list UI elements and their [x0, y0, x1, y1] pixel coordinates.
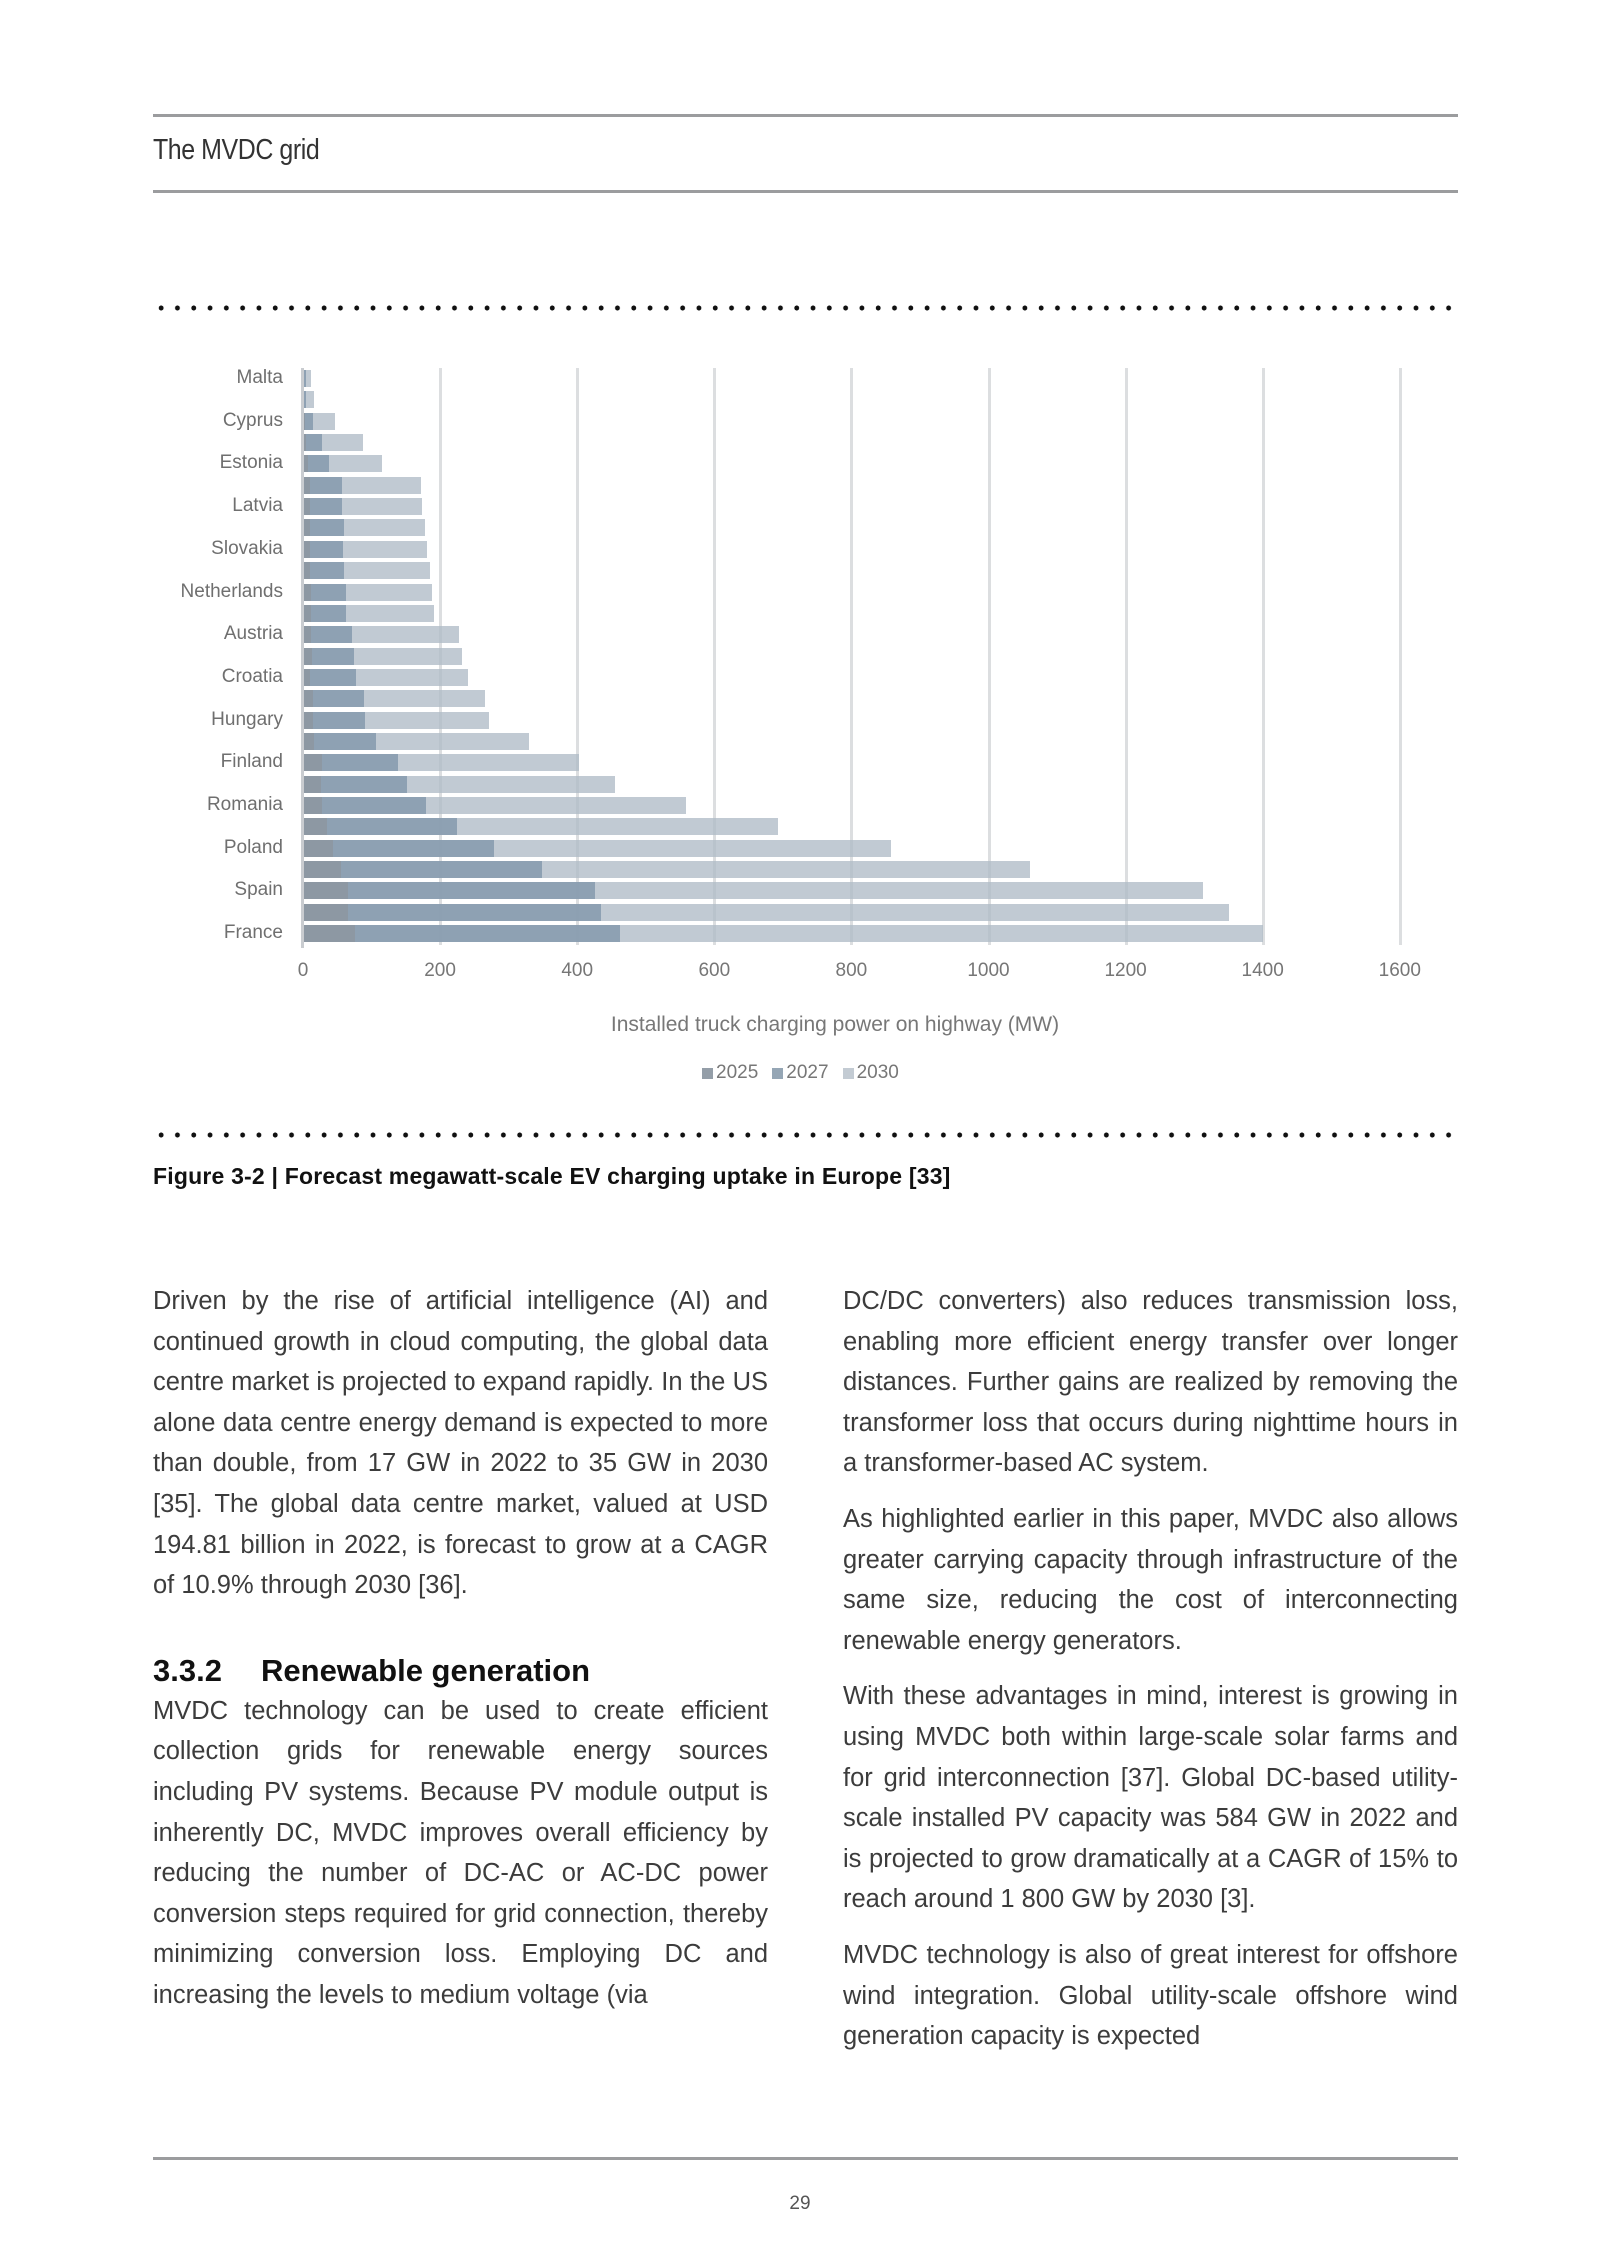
bar-2025	[303, 882, 348, 899]
gridline	[1399, 368, 1402, 945]
y-axis-label: France	[223, 922, 283, 944]
bar-2025	[303, 840, 333, 857]
y-axis-label: Croatia	[221, 665, 283, 687]
legend-swatch-icon	[772, 1068, 783, 1079]
bar-2025	[303, 648, 312, 665]
right-column	[843, 1281, 1458, 2072]
x-axis-tick-label: 0	[297, 960, 309, 981]
bar-2025	[303, 818, 327, 835]
gridline	[850, 368, 853, 945]
paragraph-solar: With these advantages in mind, interest is growing in using MVDC both within large-scale solar farms and for grid interconnection [37]. Global DC-based utility-scale installed PV capacity was 584 GW in 2022 and is projected to grow dramatically at a CAGR of 15% to reach around 1 800 GW by 2030 [3].	[843, 1682, 1458, 1914]
y-axis-label: Slovakia	[211, 537, 283, 559]
bar-2025	[303, 690, 313, 707]
bar-chart	[0, 0, 1600, 1120]
y-axis-label: Estonia	[219, 452, 283, 474]
paragraph-data-centre: Driven by the rise of artificial intelligence (AI) and continued growth in cloud computing, the global data centre market is projected to expand rapidly. In the US alone data centre energy demand is expected to more than double, from 17 GW in 2022 to 35 GW in 2030 [35]. The global data centre market, valued at USD 194.81 billion in 2022, is forecast to grow at a CAGR of 10.9% through 2030 [36].	[153, 1287, 768, 1600]
y-axis-label: Malta	[236, 367, 283, 388]
section-number: 3.3.2	[153, 1652, 222, 1688]
bar-2027	[303, 669, 356, 686]
x-axis-tick-label: 200	[424, 960, 456, 981]
bar-2025	[303, 904, 348, 921]
y-axis-label: Austria	[223, 623, 283, 645]
bar-2025	[303, 754, 322, 771]
x-axis-tick-label: 1200	[1104, 960, 1147, 981]
figure-caption: Figure 3-2 | Forecast megawatt-scale EV charging uptake in Europe [33]	[153, 1163, 951, 1189]
y-axis-line	[301, 368, 304, 948]
paragraph-offshore: MVDC technology is also of great interest for offshore wind integration. Global utility-scale offshore wind generation capacity is expected	[843, 1940, 1458, 2051]
bar-2025	[303, 605, 311, 622]
legend-item	[772, 1062, 828, 1084]
x-axis-tick-label: 600	[698, 960, 731, 981]
x-axis-tick-label: 1400	[1241, 960, 1284, 981]
y-axis-label: Latvia	[232, 495, 283, 517]
bar-2025	[303, 861, 341, 878]
x-axis-tick-label: 1000	[967, 960, 1010, 981]
legend-swatch-icon	[843, 1068, 854, 1079]
gridline	[988, 368, 991, 945]
section-heading	[153, 1651, 768, 1691]
gridline	[713, 368, 716, 945]
gridline	[1125, 368, 1128, 945]
running-header-title: The MVDC grid	[153, 134, 320, 166]
legend-item	[843, 1062, 899, 1084]
bar-2025	[303, 712, 313, 729]
bar-2025	[303, 562, 310, 579]
footer-rule	[153, 2157, 1458, 2160]
bar-2025	[303, 733, 314, 750]
bar-2025	[303, 477, 310, 494]
bar-2025	[303, 519, 310, 536]
bar-2025	[303, 925, 355, 942]
x-axis-title: Installed truck charging power on highway (MW)	[610, 1013, 1060, 1036]
y-axis-label: Finland	[220, 751, 283, 773]
paragraph-renewable: MVDC technology can be used to create efficient collection grids for renewable energy sources including PV systems. Because PV module output is inherently DC, MVDC improves overall efficiency by reducing the number of DC-AC or AC-DC power conversion steps required for grid connection, thereby minimizing conversion loss. Employing DC and increasing the levels to medium voltage (via	[153, 1696, 768, 2009]
bar-2025	[303, 584, 311, 601]
bar-2025	[303, 669, 310, 686]
x-axis-tick-label: 400	[561, 960, 594, 981]
legend-label: 2027	[786, 1062, 829, 1083]
gridline	[1262, 368, 1265, 945]
paragraph-capacity: As highlighted earlier in this paper, MVDC also allows greater carrying capacity through infrastructure of the same size, reducing the cost of interconnecting renewable energy generators.	[843, 1504, 1458, 1655]
page-number: 29	[789, 2193, 811, 2214]
gridline	[576, 368, 579, 945]
left-column	[153, 1281, 768, 2031]
y-axis-label: Spain	[234, 879, 283, 901]
section-title: Renewable generation	[261, 1652, 591, 1688]
y-axis-label: Cyprus	[222, 409, 283, 431]
bar-2025	[303, 541, 310, 558]
y-axis-label: Romania	[206, 794, 283, 815]
bar-2025	[303, 776, 321, 793]
y-axis-label: Netherlands	[180, 580, 283, 602]
legend-item	[702, 1062, 758, 1084]
y-axis-label: Hungary	[211, 708, 283, 730]
figure-bottom-dotted-rule	[153, 1132, 1458, 1138]
bar-2025	[303, 498, 310, 515]
y-axis-label: Poland	[223, 836, 283, 858]
x-axis-tick-label: 800	[835, 960, 868, 981]
bar-2025	[303, 797, 322, 814]
paragraph-dcdc: DC/DC converters) also reduces transmission loss, enabling more efficient energy transfer over longer distances. Further gains are realized by removing the transformer loss that occurs during nighttime hours in a transformer-based AC system.	[843, 1287, 1458, 1478]
legend-label: 2025	[716, 1062, 759, 1083]
legend-swatch-icon	[702, 1068, 713, 1079]
legend-label: 2030	[856, 1062, 899, 1083]
x-axis-tick-label: 1600	[1378, 960, 1421, 981]
chart-legend	[702, 1062, 899, 1084]
bar-2025	[303, 626, 311, 643]
